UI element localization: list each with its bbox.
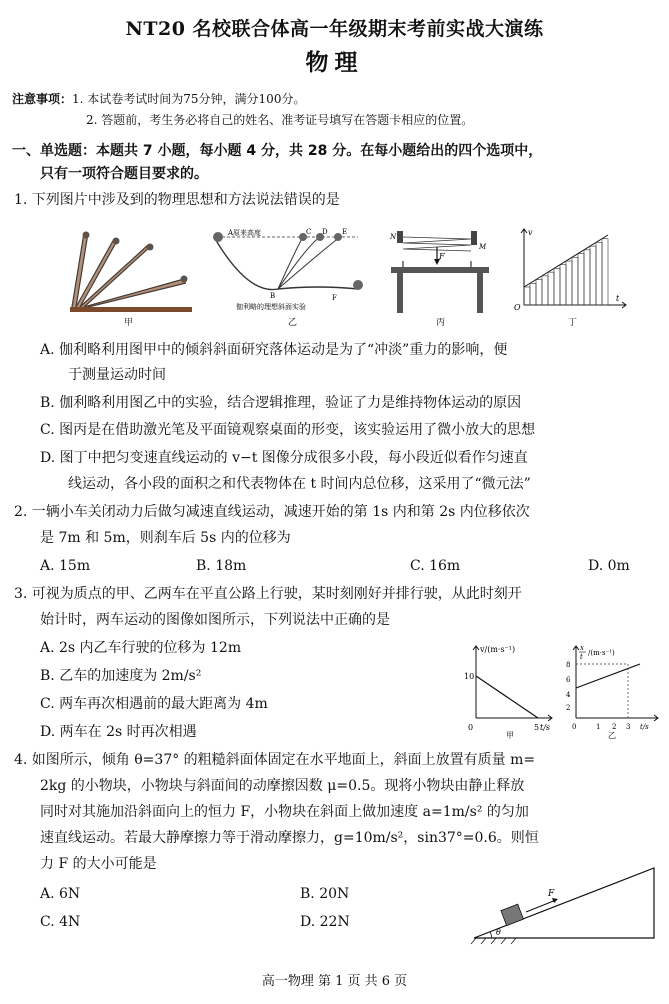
q1-figure-bing [385, 225, 495, 317]
micro-bar [530, 283, 536, 305]
q3-yi-ytick: 4 [566, 691, 571, 699]
q1-figure-yi [208, 225, 370, 313]
ground-base [70, 307, 192, 312]
q3-jia-xlabel: t/s [540, 723, 551, 732]
q4-angle-label: θ [496, 928, 501, 937]
fig-yi-point-b: B [270, 292, 276, 300]
desk-leg [397, 273, 403, 313]
section-heading-line2: 只有一项符合题目要求的。 [40, 166, 208, 182]
q4-option-c[interactable]: C. 4N [40, 914, 81, 930]
notes-label: 注意事项： [12, 92, 73, 106]
q4-option-d[interactable]: D. 22N [300, 914, 350, 930]
q1-option-a-line2: 于测量运动时间 [68, 367, 166, 383]
micro-bar [584, 250, 590, 305]
q2-option-d[interactable]: D. 0m [588, 558, 630, 574]
q3-jia-line [476, 676, 538, 718]
q1-fig-label-yi: 乙 [288, 318, 298, 328]
q3-yi-ytick: 8 [566, 661, 571, 669]
micro-bar [554, 268, 560, 305]
block-icon [501, 904, 524, 925]
q3-option-c[interactable]: C. 两车再次相遇前的最大距离为 4m [40, 696, 268, 712]
fig-yi-point-e: E [342, 228, 348, 236]
laser-pointer-icon [397, 231, 403, 243]
q2-option-b[interactable]: B. 18m [196, 558, 247, 574]
fig-yi-caption: 伽利略的理想斜面实验 [236, 303, 306, 311]
svg-text:N: N [390, 233, 397, 241]
q4-force-label: F [548, 889, 555, 899]
q1-figure-jia [66, 225, 196, 325]
q3-option-a[interactable]: A. 2s 内乙车行驶的位移为 12m [40, 640, 242, 656]
q1-fig-label-jia: 甲 [124, 318, 134, 328]
q3-yi-xtick: 2 [612, 723, 617, 731]
q3-stem-line1: 3. 可视为质点的甲、乙两车在平直公路上行驶，某时刻刚好并排行驶，从此时刻开 [14, 586, 522, 602]
section-heading-line1: 一、单选题：本题共 7 小题，每小题 4 分，共 28 分。在每小题给出的四个选项中， [12, 143, 543, 159]
q2-stem-line2: 是 7m 和 5m，则刹车后 5s 内的位移为 [40, 530, 291, 546]
q4-stem-line1: 4. 如图所示，倾角 θ=37° 的粗糙斜面体固定在水平地面上，斜面上放置有质量 m= [14, 752, 536, 768]
q4-stem-line3: 同时对其施加沿斜面向上的恒力 F，小物块在斜面上做加速度 a=1m/s² 的匀加 [40, 804, 529, 820]
q3-yi-ylabel-unit: /(m·s⁻¹) [588, 649, 615, 657]
micro-bar [524, 287, 530, 305]
subject-title: 物理 [305, 49, 364, 76]
q1-option-b[interactable]: B. 伽利略利用图乙中的实验，结合逻辑推理，验证了力是维持物体运动的原因 [40, 395, 522, 411]
q3-graph-yi [562, 640, 662, 740]
q3-yi-ytick: 6 [566, 676, 571, 684]
svg-text:M: M [479, 243, 487, 251]
q3-option-d[interactable]: D. 两车在 2s 时再次相遇 [40, 724, 197, 740]
q4-stem-line5: 力 F 的大小可能是 [40, 856, 157, 872]
q2-stem-line1: 2. 一辆小车关闭动力后做匀减速直线运动，减速开始的第 1s 内和第 2s 内位移依次 [14, 504, 530, 520]
micro-bar [578, 254, 584, 305]
ball-icon [334, 233, 342, 241]
q2-option-a[interactable]: A. 15m [40, 558, 91, 574]
incline-triangle [474, 868, 654, 938]
fig-yi-point-f: F [332, 294, 337, 302]
q1-option-a-line1[interactable]: A. 伽利略利用图甲中的倾斜斜面研究落体运动是为了“冲淡”重力的影响，便 [40, 342, 508, 358]
micro-bar [536, 280, 542, 305]
q1-fig-label-bing: 丙 [436, 318, 446, 328]
q3-yi-xlabel: t/s [640, 723, 649, 731]
q4-stem-line2: 2kg 的小物块，小物块与斜面间的动摩擦因数 μ=0.5。现将小物块由静止释放 [40, 778, 525, 794]
q3-stem-line2: 始计时，两车运动的图像如图所示，下列说法中正确的是 [40, 612, 390, 628]
fig-yi-point-c: C [306, 228, 312, 236]
micro-bar [602, 239, 608, 305]
q3-jia-ylabel: v/(m·s⁻¹) [480, 645, 516, 654]
notes-item-1: 1. 本试卷考试时间为75分钟，满分100分。 [72, 92, 306, 106]
notes-block [12, 90, 305, 107]
q4-option-a[interactable]: A. 6N [40, 886, 81, 902]
q3-yi-ylabel-bottom: t [580, 653, 583, 661]
ball-icon [213, 232, 223, 242]
svg-text:t: t [616, 294, 620, 303]
fig-yi-point-d: D [322, 228, 328, 236]
ball-icon [353, 280, 363, 290]
notes-item-2: 2. 答题前，考生务必将自己的姓名、准考证号填写在答题卡相应的位置。 [86, 113, 474, 127]
q4-stem-line4: 速直线运动。若最大静摩擦力等于滑动摩擦力，g=10m/s²，sin37°=0.6。则恒 [40, 830, 539, 846]
q3-yi-caption: 乙 [608, 731, 616, 740]
micro-element-bars [524, 239, 608, 305]
q3-option-b[interactable]: B. 乙车的加速度为 2m/s² [40, 668, 202, 684]
q3-jia-caption: 甲 [506, 731, 514, 740]
svg-text:O: O [514, 303, 521, 312]
micro-bar [548, 272, 554, 305]
q3-yi-xtick: 1 [596, 723, 601, 731]
svg-text:F: F [439, 252, 445, 261]
q3-yi-xtick: 0 [572, 723, 577, 731]
mirror-icon [471, 231, 477, 245]
q3-yi-ylabel-top: x [580, 644, 584, 652]
q3-graph-jia [460, 640, 556, 740]
desk-leg [477, 273, 483, 313]
q1-stem: 1. 下列图片中涉及到的物理思想和方法说法错误的是 [14, 192, 340, 208]
micro-bar [560, 265, 566, 305]
q2-option-c[interactable]: C. 16m [410, 558, 461, 574]
q3-jia-origin: 0 [468, 723, 474, 732]
micro-bar [590, 246, 596, 305]
micro-bar [596, 242, 602, 305]
q4-figure-incline [468, 862, 662, 946]
q3-yi-ytick: 2 [566, 704, 571, 712]
page-footer: 高一物理 第 1 页 共 6 页 [261, 974, 408, 989]
q4-option-b[interactable]: B. 20N [300, 886, 350, 902]
svg-text:v: v [528, 228, 533, 237]
fig-yi-text: A原来高度 [228, 229, 262, 237]
desk-top [391, 267, 489, 273]
q1-option-d-line2: 线运动，各小段的面积之和代表物体在 t 时间内总位移，这采用了“微元法” [68, 476, 531, 492]
q3-jia-ytick: 10 [464, 672, 475, 681]
micro-bar [542, 276, 548, 305]
micro-bar [566, 261, 572, 305]
q3-yi-line [576, 664, 640, 688]
q1-figure-ding [512, 225, 630, 313]
micro-bar [572, 257, 578, 305]
q3-yi-xtick: 3 [626, 723, 631, 731]
q1-fig-label-ding: 丁 [568, 318, 578, 328]
force-arrow [526, 900, 556, 912]
exam-title: NT20 名校联合体高一年级期末考前实战大演练 [125, 18, 544, 40]
q1-option-c[interactable]: C. 图丙是在借助激光笔及平面镜观察桌面的形变，该实验运用了微小放大的思想 [40, 422, 536, 438]
q3-jia-xtick: 5 [534, 723, 540, 732]
q1-option-d-line1[interactable]: D. 图丁中把匀变速直线运动的 v−t 图像分成很多小段，每小段近似看作匀速直 [40, 450, 528, 466]
